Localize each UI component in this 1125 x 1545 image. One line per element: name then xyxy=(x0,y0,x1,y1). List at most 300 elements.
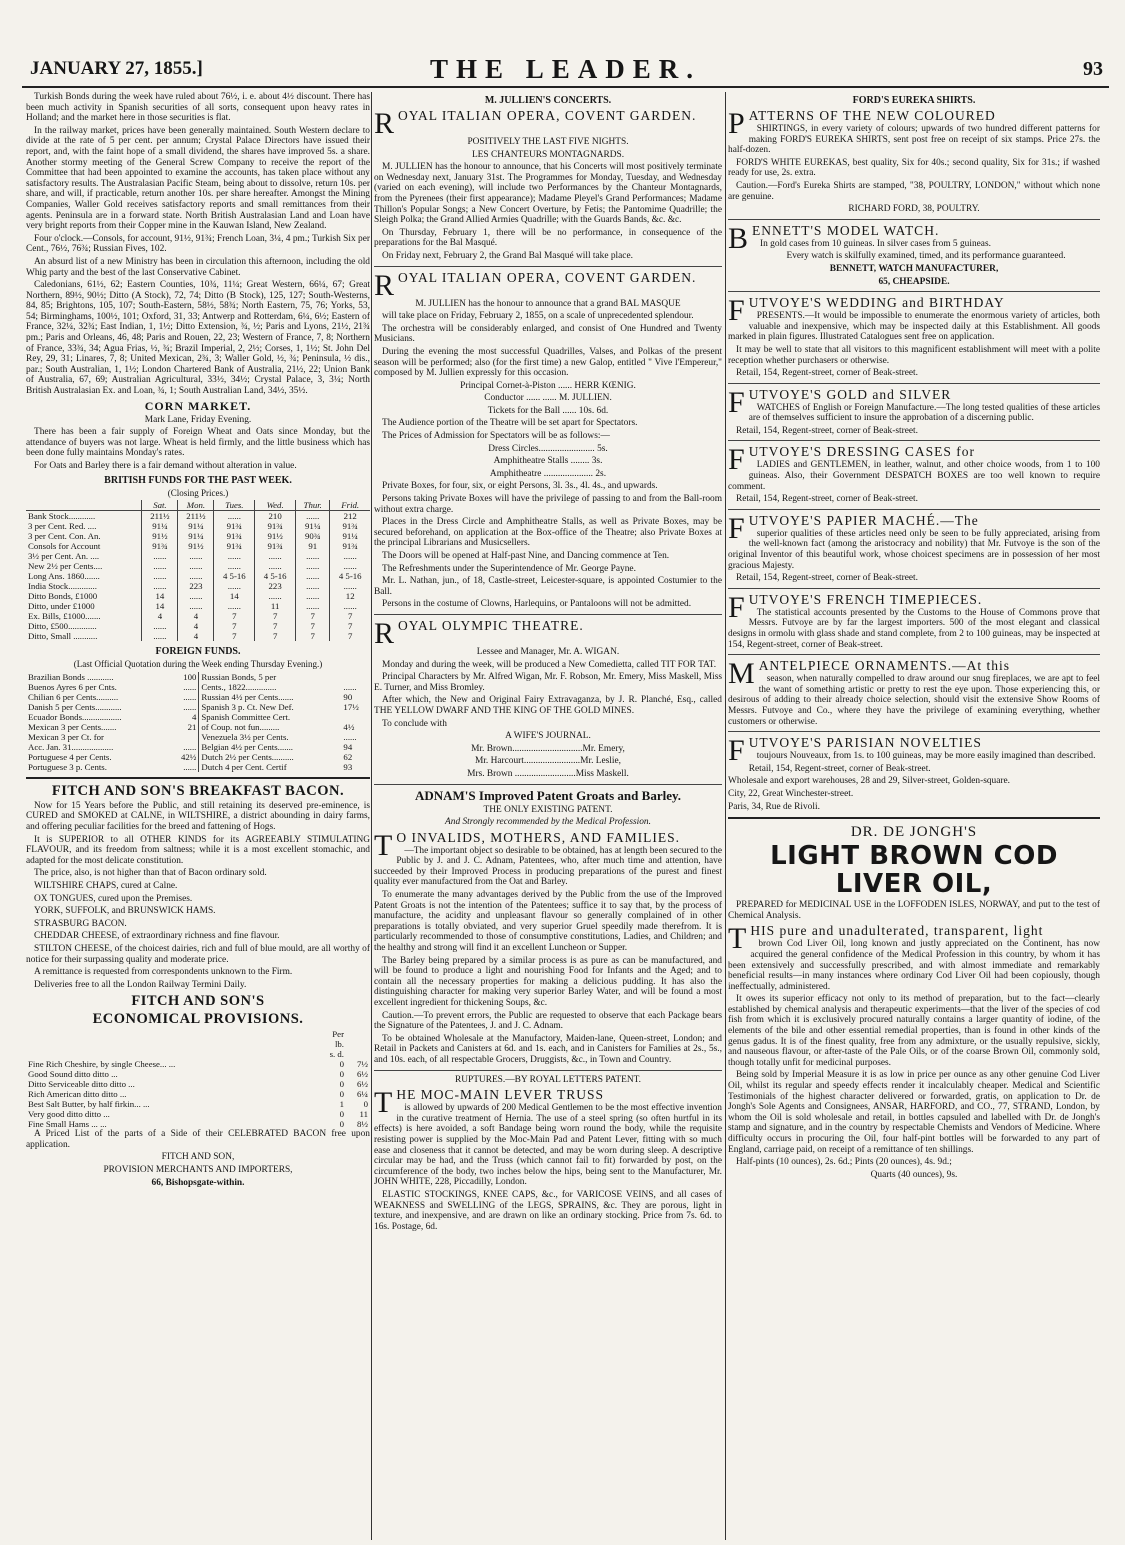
corn-market-title: CORN MARKET. xyxy=(144,398,252,413)
futvoye-address: Paris, 34, Rue de Rivoli. xyxy=(728,801,820,812)
provisions-header-cell xyxy=(346,1029,370,1049)
corn-paragraph: For Oats and Barley there is a fair demand without alteration in value. xyxy=(34,461,297,471)
futvoye-paragraph: WATCHES of English or Foreign Manufacture.—The long tested qualities of these articles are of themselves sufficient to insure the approbation of a discerning public. xyxy=(748,402,1100,424)
funds-cell: ...... xyxy=(178,561,214,571)
foreign-value: ...... xyxy=(343,731,357,742)
opera-paragraph: M. JULLIEN has the honour to announce, that his Concerts will most positively terminate on Wednesday next, January 31st. The Programmes for Monday, Tuesday, and Wednesday (varied on each evening), will include two Performances by the Chanteur Montagnards, from the Pyrenees (their first appearance); Madame Pleyel's Grand Performances; Madame Thillon's Popular Songs; a New Concert Overture, by Fetis; the Pantomime Quadrille; the Sleigh Polka; the Grand Allied Armies Quadrille; with the Guards Bands, &c. &c. xyxy=(374,162,722,226)
foreign-name: Mexican 3 per Cents....... xyxy=(28,721,117,732)
funds-cell: 4 5-16 xyxy=(214,571,255,581)
divider xyxy=(728,509,1100,510)
provisions-pence: 7½ xyxy=(357,1059,368,1070)
futvoye-paragraph: toujours Nouveaux, from 1s. to 100 guineas, may be more easily imagined than described. xyxy=(756,751,1096,762)
funds-row xyxy=(26,551,370,561)
funds-cell: ...... xyxy=(255,551,296,561)
provisions-pence: 6¼ xyxy=(357,1089,368,1100)
funds-cell: 91½ xyxy=(142,531,178,541)
money-paragraph: In the railway market, prices have been generally maintained. South Western declare to divide at the rate of 5 per cent. per annum; Crystal Palace Directors have issued their report, and, with the faint hope of a small dividend, the shares have improved 5s. a share. Another stormy meeting of the General Screw Company to receive the report of the Committee that had been appointed to examine the accounts, has taken place without any satisfactory results. The Australasian Pacific Steam, being about to dissolve, return 10s. per share, and will, if practicable, return another 10s. per share hereafter. Amongst the Mining Companies, Waller Gold receives satisfactory reports and small remittances from their agents. Peninsula are in a forward state. North British Australasian Land and Loan have very bright reports from their Copper mine in the Kauwan Island, New Zealand. xyxy=(26,125,370,232)
provisions-row xyxy=(26,1089,370,1099)
futvoye-timepieces-advert: FUTVOYE'S FRENCH TIMEPIECES. The statistical accounts presented by the Customs to the House of Commons prove that Messrs. Futvoye are by far the largest importers. 500 of the most elegant and classical designs in ormolu with glass shade and stand complete, from 2 to 100 guineas, may be inspected at 154, Regent-street, corner of Beak-street. xyxy=(728,590,1100,650)
foreign-row xyxy=(26,762,370,772)
provisions-row xyxy=(26,1109,370,1119)
mantelpiece-advert: MANTELPIECE ORNAMENTS.—At this season, when naturally compelled to draw around our snug fireplaces, we are apt to feel the want of something artistic or pretty to rest the eye upon. Those experiencing this, or desirous of adding to their already choice selection, should visit the extensive Show Rooms of Messrs. Futvoye and Co., where they have the privilege of examining everything, whether customers or otherwise. xyxy=(728,657,1100,727)
money-paragraph: Four o'clock.—Consols, for account, 91½, 91¾; French Loan, 3¼, 4 pm.; Turkish Six per Cent., 76½, 76¾; Russian Fives, 102. xyxy=(26,233,370,255)
funds-cell: 91 xyxy=(296,541,330,551)
futvoye-wedding-advert: FUTVOYE'S WEDDING and BIRTHDAY PRESENTS.—It would be impossible to enumerate the enormous variety of articles, both valuable and inexpensive, which may be inspected daily at this Establishment. All goods marked in plain figures. Illustrated Catalogues sent free on application. It may be well to state that all visitors to this magnificent establishment will meet with a polite reception whether purchasers or otherwise. Retail, 154, Regent-street, corner of Beak-street. xyxy=(728,294,1100,379)
divider xyxy=(728,731,1100,732)
foreign-value: 4½ xyxy=(343,721,355,732)
foreign-name: Dutch 2½ per Cents.......... xyxy=(201,751,294,762)
provisions-pence: 6½ xyxy=(357,1069,368,1080)
adnam-paragraph: To enumerate the many advantages derived by the Public from the use of the Improved Patent Groats is not the intention of the Patentees; suffice it to say that, by the process of manufacture, the acidity and unpleasant flavour so generally complained of in other preparations is totally obviated, and very superior Gruel speedily made therefrom. It is particularly recommended to those of consumptive constitutions, Ladies, and Children; and the healthy and strong will find it an excellent Luncheon or Supper. xyxy=(374,890,722,954)
provisions-shillings: 1 xyxy=(339,1099,344,1110)
fitch-item: A remittance is requested from correspondents unknown to the Firm. xyxy=(34,967,293,978)
funds-cell: 210 xyxy=(255,511,296,522)
funds-cell: 91¾ xyxy=(330,541,370,551)
funds-cell: 91¼ xyxy=(330,531,370,541)
opera-subheading: LES CHANTEURS MONTAGNARDS. xyxy=(471,149,625,160)
adnam-paragraph: To be obtained Wholesale at the Manufactory, Maiden-lane, Queen-street, London; and Retail in Packets and Canisters at 6d. and 1s. each, and in Canisters for Families at 2s., 5s., and 10s. each, of all respectable Grocers, Druggists, &c., in Town and Country. xyxy=(374,1033,722,1065)
fitch-item: STILTON CHEESE, of the choicest dairies, rich and full of blue mould, are all worthy of notice for their surpassing quality and moderate price. xyxy=(26,943,370,965)
futvoye-address: Wholesale and export warehouses, 28 and 29, Silver-street, Golden-square. xyxy=(728,776,1011,787)
funds-cell: 91¼ xyxy=(142,521,178,531)
provisions-item: Good Sound ditto ditto ... xyxy=(28,1069,118,1080)
funds-cell: 7 xyxy=(296,611,330,621)
divider xyxy=(728,588,1100,589)
futvoye-paragraph: superior qualities of these articles need only be seen to be fully appreciated, arising from the well-known fact (among the aristocracy and nobility) that Mr. Futvoye is the son of the original Inventor of this beautiful work, whose choicest specimens are in possession of her most gracious Majesty. xyxy=(728,528,1100,571)
funds-cell: 91½ xyxy=(255,531,296,541)
opera-paragraph: Persons in the costume of Clowns, Harlequins, or Pantaloons will not be admitted. xyxy=(382,599,692,610)
funds-cell: 91¼ xyxy=(296,521,330,531)
foreign-row xyxy=(26,692,370,702)
foreign-name: Russian Bonds, 5 per xyxy=(201,671,277,682)
foreign-value: ...... xyxy=(170,742,199,752)
bennett-signature: 65, CHEAPSIDE. xyxy=(878,276,950,287)
funds-cell: Long Ans. 1860....... xyxy=(28,571,100,582)
funds-cell: ...... xyxy=(142,621,178,631)
provisions-item: Rich American ditto ditto ... xyxy=(28,1089,127,1100)
foreign-row xyxy=(26,742,370,752)
futvoye-address: Retail, 154, Regent-street, corner of Beak-street. xyxy=(736,425,918,436)
funds-subtitle: (Closing Prices.) xyxy=(167,487,229,498)
funds-cell: 12 xyxy=(330,591,370,601)
futvoye-papier-advert: FUTVOYE'S PAPIER MACHÉ.—The superior qualities of these articles need only be seen to be fully appreciated, arising from the well-known fact (among the aristocracy and nobility) that Mr. Futvoye is the son of the original Inventor of this beautiful work, whose choicest specimens are in possession of her most gracious Majesty. Retail, 154, Regent-street, corner of Beak-street. xyxy=(728,511,1100,584)
mantelpiece-heading: ANTELPIECE ORNAMENTS.—At this xyxy=(758,658,1011,674)
foreign-name: Danish 5 per Cents............ xyxy=(28,701,122,712)
funds-cell: ...... xyxy=(178,601,214,611)
de-jongh-paragraph: PREPARED for MEDICINAL USE in the LOFFODEN ISLES, NORWAY, and put to the test of Chemical Analysis. xyxy=(728,900,1100,921)
ford-paragraph: FORD'S WHITE EUREKAS, best quality, Six for 40s.; second quality, Six for 31s.; if washed ready for use, 2s. extra. xyxy=(728,157,1100,179)
funds-cell: ...... xyxy=(255,561,296,571)
funds-cell: ...... xyxy=(214,551,255,561)
funds-cell: 91¾ xyxy=(330,521,370,531)
funds-cell: ...... xyxy=(178,571,214,581)
funds-cell: 7 xyxy=(296,621,330,631)
fitch-item: WILTSHIRE CHAPS, cured at Calne. xyxy=(34,880,178,891)
olympic-paragraph: Principal Characters by Mr. Alfred Wigan, Mr. F. Robson, Mr. Emery, Miss Maskell, Miss E. Turner, and Miss Bromley. xyxy=(374,672,722,693)
funds-cell: 91¾ xyxy=(255,521,296,531)
foreign-row xyxy=(26,682,370,692)
provisions-item: Ditto Serviceable ditto ditto ... xyxy=(28,1079,135,1090)
provisions-note: A Priced List of the parts of a Side of their CELEBRATED BACON free upon application. xyxy=(26,1129,370,1150)
column-3 xyxy=(728,92,1100,1540)
column-2 xyxy=(374,92,722,1540)
opera-credit-line: Principal Cornet-à-Piston ...... HERR KŒNIG. xyxy=(460,380,636,391)
foreign-value: 21 xyxy=(170,722,199,732)
divider xyxy=(728,817,1100,819)
funds-cell: Bank Stock............ xyxy=(28,511,96,522)
futvoye-heading: UTVOYE'S GOLD and SILVER xyxy=(748,386,952,402)
british-funds-table xyxy=(26,500,370,641)
divider xyxy=(26,777,370,779)
foreign-value: 62 xyxy=(343,751,353,762)
bennett-advert: BENNETT'S MODEL WATCH. In gold cases from 10 guineas. In silver cases from 5 guineas. Every watch is skilfully examined, timed, and its performance guaranteed. BENNETT, WATCH MANUFACTURER, 65, CHEAPSIDE. xyxy=(728,224,1100,287)
adnam-subtitle: THE ONLY EXISTING PATENT. xyxy=(483,804,613,815)
fitch-bacon-title: FITCH AND SON'S BREAKFAST BACON. xyxy=(51,782,345,799)
funds-cell: 7 xyxy=(255,611,296,621)
funds-header-cell: Sat. xyxy=(142,500,178,511)
truss-paragraph: is allowed by upwards of 200 Medical Gentlemen to be the most effective invention in the curative treatment of Hernia. The use of a steel spring (so often hurtful in its effects) is here avoided, a soft Bandage being worn round the body, while the requisite resisting power is supplied by the Moc-Main Pad and Patent Lever, fitting with so much ease and closeness that it cannot be detected, and may be worn during sleep. A descriptive circular may be had, and the Truss (which cannot fail to fit) forwarded by post, on the circumference of the body, two inches below the hips, being sent to the Manufacturer, Mr. JOHN WHITE, 228, Piccadilly, London. xyxy=(374,1103,722,1188)
foreign-value xyxy=(170,732,199,742)
foreign-name: Russian 4½ per Cents....... xyxy=(201,691,294,702)
ford-signature: RICHARD FORD, 38, POULTRY. xyxy=(848,204,980,215)
provisions-title: FITCH AND SON'S xyxy=(131,993,265,1010)
foreign-funds-subtitle: (Last Official Quotation during the Week ending Thursday Evening.) xyxy=(73,659,323,670)
provisions-shillings: 0 xyxy=(339,1089,344,1100)
provisions-table xyxy=(26,1029,370,1129)
foreign-row xyxy=(26,722,370,732)
paper-title: THE LEADER. xyxy=(429,54,702,84)
funds-row xyxy=(26,521,370,531)
ford-advert: PATTERNS OF THE NEW COLOURED SHIRTINGS, in every variety of colours; upwards of two hundred different patterns for making FORD'S EUREKA SHIRTS, sent post free on receipt of six stamps. Price 27s. the half-dozen. FORD'S WHITE EUREKAS, best quality, Six for 40s.; second quality, Six for 31s.; if washed ready for use, 2s. extra. Caution.—Ford's Eureka Shirts are stamped, "38, POULTRY, LONDON," without which none are genuine. RICHARD FORD, 38, POULTRY. xyxy=(728,107,1100,215)
opera-advert: ROYAL ITALIAN OPERA, COVENT GARDEN. POSITIVELY THE LAST FIVE NIGHTS. LES CHANTEURS MONTAGNARDS. M. JULLIEN has the honour to announce, that his Concerts will most positively terminate on Wednesday next, January 31st. The Programmes for Monday, Tuesday, and Wednesday (varied on each evening), will include two Performances by the Chanteur Montagnards, from the Pyrenees (their first appearance); Madame Pleyel's Grand Performances; Madame Thillon's Popular Songs; a New Concert Overture, by Fetis; the Pantomime Quadrille; the Sleigh Polka; the Grand Allied Armies Quadrille; with the Guards Bands, &c. &c. On Thursday, February 1, there will be no performance, in consequence of the preparations for the Bal Masqué. On Friday next, February 2, the Grand Bal Masqué will take place. xyxy=(374,107,722,261)
mantelpiece-paragraph: season, when naturally compelled to draw around our snug fireplaces, we are apt to feel the want of something artistic or pretty to rest the eye upon. Those experiencing this, or desirous of adding to their already choice selection, should visit the extensive Show Rooms of Messrs. Futvoye and Co., where they have the privilege of examining everything, whether customers or otherwise. xyxy=(728,674,1100,727)
foreign-value: 4 xyxy=(170,712,199,722)
foreign-name: Chilian 6 per Cents.......... xyxy=(28,691,119,702)
funds-cell: ...... xyxy=(214,561,255,571)
foreign-name: Venezuela 3½ per Cents. xyxy=(201,731,289,742)
ford-paragraph: SHIRTINGS, in every variety of colours; upwards of two hundred different patterns for making FORD'S EUREKA SHIRTS, sent post free on receipt of six stamps. Price 27s. the half-dozen. xyxy=(728,124,1100,156)
futvoye-heading: UTVOYE'S DRESSING CASES for xyxy=(748,444,976,460)
funds-cell: ...... xyxy=(296,591,330,601)
divider xyxy=(728,654,1100,655)
funds-cell: 14 xyxy=(142,601,178,611)
de-jongh-paragraph: brown Cod Liver Oil, long known and justly appreciated on the Continent, has now acquired the general confidence of the Medical Profession in this country, by whom it has been extensively and successfully prescribed, and with almost immediate and remarkably beneficial results—in many instances where ordinary Cod Liver Oil had been copiously, though ineffectually, administered. xyxy=(728,939,1100,992)
futvoye-paragraph: It may be well to state that all visitors to this magnificent establishment will meet with a polite reception whether purchasers or otherwise. xyxy=(728,344,1100,366)
opera-paragraph: Mr. L. Nathan, jun., of 18, Castle-street, Leicester-square, is appointed Costumier to the Ball. xyxy=(374,576,722,597)
funds-cell: ...... xyxy=(178,591,214,601)
foreign-name: Portuguese 3 p. Cents. xyxy=(28,761,107,772)
funds-cell: Ditto, Small ........... xyxy=(28,631,98,642)
futvoye-heading: UTVOYE'S FRENCH TIMEPIECES. xyxy=(748,591,983,607)
funds-cell: 212 xyxy=(330,511,370,522)
truss-heading: HE MOC-MAIN LEVER TRUSS xyxy=(396,1087,604,1103)
funds-cell: ...... xyxy=(255,591,296,601)
funds-cell: 91¾ xyxy=(214,521,255,531)
adnam-heading: O INVALIDS, MOTHERS, AND FAMILIES. xyxy=(396,829,680,845)
opera-subheading: POSITIVELY THE LAST FIVE NIGHTS. xyxy=(467,137,629,147)
funds-header-cell: Mon. xyxy=(178,500,214,511)
provisions-row xyxy=(26,1099,370,1109)
provisions-signature: FITCH AND SON, xyxy=(161,1152,235,1163)
de-jongh-headline: LIGHT BROWN COD LIVER OIL, xyxy=(770,841,1058,900)
opera-paragraph: On Thursday, February 1, there will be no performance, in consequence of the preparations for the Bal Masqué. xyxy=(374,227,722,249)
adnam-paragraph: —The important object so desirable to be obtained, has at length been secured to the Public by J. and J. C. Adnam, Patentees, who, after much time and attention, have succeeded by their Improved Process in producing preparations of the purest and finest quality ever manufactured from the Oat and Barley. xyxy=(374,845,722,888)
funds-cell: Ditto, under £1000 xyxy=(28,601,95,612)
provisions-title: ECONOMICAL PROVISIONS. xyxy=(92,1011,304,1028)
funds-cell: ...... xyxy=(330,601,370,611)
corn-paragraph: There has been a fair supply of Foreign Wheat and Oats since Monday, but the attendance of buyers was not large. Wheat is held firmly, and the little business which has been done fully maintains Monday's rates. xyxy=(26,427,370,459)
funds-row xyxy=(26,611,370,621)
masthead xyxy=(22,56,1109,88)
truss-paragraph: ELASTIC STOCKINGS, KNEE CAPS, &c., for VARICOSE VEINS, and all cases of WEAKNESS and SWELLING of the LEGS, SPRAINS, &c. They are porous, light in texture, and inexpensive, and are drawn on like an ordinary stocking. Price from 7s. 6d. to 16s. Postage, 6d. xyxy=(374,1189,722,1232)
funds-cell: ...... xyxy=(178,551,214,561)
funds-cell: ...... xyxy=(296,561,330,571)
foreign-name: Acc. Jan. 31................... xyxy=(28,741,114,752)
opera-heading: OYAL ITALIAN OPERA, COVENT GARDEN. xyxy=(398,108,697,123)
foreign-value: 94 xyxy=(343,741,353,752)
foreign-value: 93 xyxy=(343,761,353,772)
provisions-item: Best Salt Butter, by half firkin... ... xyxy=(28,1099,150,1110)
provisions-pence: 0 xyxy=(363,1099,368,1110)
ford-title: FORD'S EUREKA SHIRTS. xyxy=(852,95,976,106)
funds-cell: 7 xyxy=(330,611,370,621)
funds-row xyxy=(26,571,370,581)
provisions-header xyxy=(26,1029,370,1049)
funds-header-cell: Tues. xyxy=(214,500,255,511)
funds-cell: 4 xyxy=(178,631,214,641)
adnam-title: ADNAM'S Improved Patent Groats and Barley. xyxy=(414,787,682,803)
money-paragraph: Caledonians, 61½, 62; Eastern Counties, 10¾, 11¼; Great Western, 66¼, 67; Great Northern, 89½, 90½; Ditto (A Stock), 72, 74; Ditto (B Stock), 125, 127; South-Westerns, 84, 85; Brightons, 105, 107; South-Eastern, 58½, 58¾; North Eastern, 75, 76; Yorks, 53, 54; Birminghams, 100½, 101; Oxford, 31, 33; Antwerp and Rotterdam, 6¼, 6½; Eastern of France, 32¼, 32¾; East Indian, 1, 1½; Ditto Extension, ¾, ½; Paris and Lyons, 21½, 21¾ pm.; Paris and Orleans, 46, 48; Paris and Rouen, 22, 23; Western of France, 7, 8; Northern of France, 33¾, 34; Agua Frias, ½, ¾; Brazil Imperial, 2, 2½; Corses, 1, 1½; St. John Del Rey, 29, 31; Linares, 7, 8; United Mexican, 2¾, 3; Waller Gold, ½, ¾; Peninsula, ½ dis., par.; South Australian, 1, 1½; London Chartered Bank of Australia, 21½, 22; Union Bank of Australia, 67, 69; Australian Agricultural, 33½, 34½; Crystal Palace, 3, 3¼; North British Australasian Ex. and Loan, ¾, 1; South Australian Land, 34½, 35½. xyxy=(26,280,370,397)
de-jongh-prices: Quarts (40 ounces), 9s. xyxy=(870,1169,958,1180)
divider xyxy=(728,219,1100,220)
opera-paragraph: On Friday next, February 2, the Grand Bal Masqué will take place. xyxy=(382,250,633,261)
foreign-value xyxy=(341,712,370,722)
truss-advert: RUPTURES.—BY ROYAL LETTERS PATENT. THE MOC-MAIN LEVER TRUSS is allowed by upwards of 200 Medical Gentlemen to be the most effective invention in the curative treatment of Hernia. The use of a steel spring (so often hurtful in its effects) is here avoided, a soft Bandage being worn round the body, while the requisite resisting power is supplied by the Moc-Main Pad and Patent Lever, fitting with so much ease and closeness that it cannot be detected, and may be worn during sleep. A descriptive circular may be had, and the Truss (which cannot fail to fit) forwarded by post, on the circumference of the body, two inches below the hips, being sent to the Manufacturer, Mr. JOHN WHITE, 228, Piccadilly, London. ELASTIC STOCKINGS, KNEE CAPS, &c., for VARICOSE VEINS, and all cases of WEAKNESS and SWELLING of the LEGS, SPRAINS, &c. They are porous, light in texture, and inexpensive, and are drawn on like an ordinary stocking. Price from 7s. 6d. to 16s. Postage, 6d. xyxy=(374,1074,722,1232)
funds-cell: Ditto, £500............. xyxy=(28,621,97,632)
futvoye-heading: UTVOYE'S PAPIER MACHÉ.—The xyxy=(748,512,979,528)
funds-cell: 91¼ xyxy=(178,521,214,531)
truss-subtitle: RUPTURES.—BY ROYAL LETTERS PATENT. xyxy=(454,1074,642,1085)
funds-cell: 223 xyxy=(255,581,296,591)
provisions-item: Fine Rich Cheshire, by single Cheese... ... xyxy=(28,1059,176,1070)
opera-price-line: Amphitheatre Stalls ........ 3s. xyxy=(493,456,603,467)
provisions-address: 66, Bishopsgate-within. xyxy=(151,1177,245,1188)
funds-cell: 14 xyxy=(214,591,255,601)
provisions-row xyxy=(26,1119,370,1129)
funds-cell: 4 xyxy=(142,611,178,621)
funds-row xyxy=(26,581,370,591)
foreign-value: ...... xyxy=(170,762,199,772)
provisions-header-cell xyxy=(26,1049,322,1059)
foreign-value xyxy=(341,672,370,682)
opera-paragraph: The orchestra will be considerably enlarged, and consist of One Hundred and Twenty Musicians. xyxy=(374,323,722,345)
funds-cell: Ex. Bills, £1000....... xyxy=(28,611,101,622)
opera-paragraph: The Audience portion of the Theatre will be set apart for Spectators. xyxy=(382,418,638,429)
olympic-advert: ROYAL OLYMPIC THEATRE. Lessee and Manager, Mr. A. WIGAN. Monday and during the week, will be produced a New Comedietta, called TIT FOR TAT. Principal Characters by Mr. Alfred Wigan, Mr. F. Robson, Mr. Emery, Miss Maskell, Miss E. Turner, and Miss Bromley. After which, the New and Original Fairy Extravaganza, by J. R. Planché, Esq., called THE YELLOW DWARF AND THE KING OF THE GOLD MINES. To conclude with A WIFE'S JOURNAL. Mr. Brown..............................Mr. Emery, Mr. Harcourt........................Mr. Leslie, Mrs. Brown ..........................Miss Maskell. xyxy=(374,616,722,779)
olympic-lessee: Lessee and Manager, Mr. A. WIGAN. xyxy=(476,646,620,657)
funds-cell: ...... xyxy=(142,561,178,571)
provisions-header-cell: s. d. xyxy=(329,1049,344,1060)
opera-credit-line: Tickets for the Ball ...... 10s. 6d. xyxy=(487,405,609,416)
provisions-pence: 6½ xyxy=(357,1079,368,1090)
foreign-name: of Coup. not fun......... xyxy=(201,721,280,732)
funds-cell: 91¾ xyxy=(142,541,178,551)
opera-paragraph: Places in the Dress Circle and Amphitheatre Stalls, as well as Private Boxes, may be secured beforehand, on application at the Box-office of the Theatre; also Private Boxes at the principal Librarians and Musicsellers. xyxy=(374,517,722,549)
foreign-name: Spanish 3 p. Ct. New Def. xyxy=(201,701,294,712)
opera-price-line: Dress Circles........................ 5s. xyxy=(488,443,608,454)
funds-cell: ...... xyxy=(330,551,370,561)
funds-cell: 91¾ xyxy=(255,541,296,551)
corn-dateline: Mark Lane, Friday Evening. xyxy=(144,414,252,425)
de-jongh-heading: HIS pure and unadulterated, transparent, light xyxy=(750,923,1044,939)
provisions-pence: 8½ xyxy=(357,1119,368,1130)
divider xyxy=(728,383,1100,384)
foreign-funds-table xyxy=(26,672,370,772)
olympic-paragraph: To conclude with xyxy=(382,718,447,729)
provisions-shillings: 0 xyxy=(339,1079,344,1090)
opera-paragraph: Private Boxes, for four, six, or eight Persons, 3l. 3s., 4l. 4s., and upwards. xyxy=(382,481,658,492)
divider xyxy=(728,291,1100,292)
funds-cell: ...... xyxy=(296,571,330,581)
opera-paragraph: The Refreshments under the Superintendence of Mr. George Payne. xyxy=(382,563,636,574)
olympic-heading: OYAL OLYMPIC THEATRE. xyxy=(398,617,584,633)
provisions-row xyxy=(26,1079,370,1089)
provisions-header-cell xyxy=(26,1029,322,1049)
funds-cell: 211½ xyxy=(178,511,214,522)
divider xyxy=(728,440,1100,441)
de-jongh-advert: DR. DE JONGH'S LIGHT BROWN COD LIVER OIL, PREPARED for MEDICINAL USE in the LOFFODEN ISLES, NORWAY, and put to the test of Chemical Analysis. THIS pure and unadulterated, transparent, light brown Cod Liver Oil, long known and justly appreciated on the Continent, has now acquired the general confidence of the Medical Profession in this country, by whom it has been extensively and successfully prescribed, and with almost immediate and remarkably beneficial results—in many instances where ordinary Cod Liver Oil had been copiously, though ineffectually, administered. It owes its superior efficacy not only to its method of preparation, but to the fact—clearly established by chemical analysis and therapeutic experiments—that the liver of the species of cod fish from which it is exclusively procured naturally contains a larger quantity of iodine, of the elements of the bile and other essential remedial properties, than is found in other kinds of the genus gadus. It is of the finest quality, free from any admixture, or the usually repulsive, sickly, and nauseous flavour, or after-taste of the Pale Oils, or of the coarse Brown Oil, commonly sold, though totally unfit for medicinal purposes. Being sold by Imperial Measure it is as low in price per ounce as any other genuine Cod Liver Oil, whilst its regular and speedy effects render it incalculably cheaper. Medical and Scientific Testimonials of the highest character delivered or forwarded, gratis, on application to Dr. de Jongh's Sole Agents and Consignees, ANSAR, HARFORD, and CO., 77, STRAND, London, by whom the Oil is sold wholesale and retail, in bottles capsuled and labelled with Dr. de Jongh's stamp and signature, and in the country by respectable Chemists and Vendors of Medicine. Where difficulty occurs in procuring the Oil, four half-pint bottles will be forwarded to any part of England, carriage paid, on receipt of a remittance of ten shillings. Half-pints (10 ounces), 2s. 6d.; Pints (20 ounces), 4s. 9d.; Quarts (40 ounces), 9s. xyxy=(728,824,1100,1180)
funds-cell: New 2½ per Cents.... xyxy=(28,561,103,572)
opera-paragraph: The Doors will be opened at Half-past Nine, and Dancing commence at Ten. xyxy=(382,551,670,561)
ford-paragraph: Caution.—Ford's Eureka Shirts are stamped, "38, POULTRY, LONDON," without which none are genuine. xyxy=(728,180,1100,202)
fitch-item: STRASBURG BACON. xyxy=(34,918,127,929)
opera-credit-line: Conductor ...... ...... M. JULLIEN. xyxy=(484,393,612,404)
fitch-items xyxy=(26,881,370,990)
olympic-paragraph: Monday and during the week, will be produced a New Comedietta, called TIT FOR TAT. xyxy=(382,659,717,670)
fitch-item: CHEDDAR CHEESE, of extraordinary richness and fine flavour. xyxy=(34,931,280,942)
funds-cell: ...... xyxy=(296,601,330,611)
divider xyxy=(374,784,722,785)
provisions-shillings: 0 xyxy=(339,1119,344,1130)
de-jongh-title: DR. DE JONGH'S xyxy=(850,824,978,841)
adnam-subtitle: And Strongly recommended by the Medical Profession. xyxy=(445,817,651,828)
column-1 xyxy=(26,92,370,1540)
provisions-shillings: 0 xyxy=(339,1069,344,1080)
page-number: 93 xyxy=(1083,58,1103,80)
bal-masque-advert: ROYAL ITALIAN OPERA, COVENT GARDEN. M. JULLIEN has the honour to announce that a grand BAL MASQUE will take place on Friday, February 2, 1855, on a scale of unprecedented splendour. The orchestra will be considerably enlarged, and consist of One Hundred and Twenty Musicians. During the evening the most successful Quadrilles, Valses, and Polkas of the present season will be performed; also (for the first time) a new Galop, entitled " Vive l'Empereur," composed by M. Jullien expressly for this occasion. Principal Cornet-à-Piston ...... HERR KŒNIG. Conductor ...... ...... M. JULLIEN. Tickets for the Ball ...... 10s. 6d. The Audience portion of the Theatre will be set apart for Spectators. The Prices of Admission for Spectators will be as follows:— Dress Circles........................ 5s. Amphitheatre Stalls ........ 3s. Amphitheatre ..................... 2s. Private Boxes, for four, six, or eight Persons, 3l. 3s., 4l. 4s., and upwards. Persons taking Private Boxes will have the privilege of passing to and from the Ball-room without extra charge. Places in the Dress Circle and Amphitheatre Stalls, as well as Private Boxes, may be secured beforehand, on application at the Box-office of the Theatre; also Private Boxes at the principal Librarians and Musicsellers. The Doors will be opened at Half-past Nine, and Dancing commence at Ten. The Refreshments under the Superintendence of Mr. George Payne. Mr. L. Nathan, jun., of 18, Castle-street, Leicester-square, is appointed Costumier to the Ball. Persons in the costume of Clowns, Harlequins, or Pantaloons will not be admitted. xyxy=(374,268,722,610)
futvoye-address: Retail, 154, Regent-street, corner of Beak-street. xyxy=(736,573,918,584)
foreign-value: ...... xyxy=(343,681,357,692)
foreign-row xyxy=(26,712,370,722)
fitch-paragraph: Now for 15 Years before the Public, and still retaining its deserved pre-eminence, is CURED and SMOKED at CALNE, in WILTSHIRE, a district abounding in dairy farms, and offering peculiar facilities for the breed and fattening of Hogs. xyxy=(26,800,370,832)
funds-cell: 7 xyxy=(330,631,370,641)
money-paragraph: An absurd list of a new Ministry has been in circulation this afternoon, including the old Whig party and the best of the last Conservative Cabinet. xyxy=(26,256,370,278)
foreign-name: Mexican 3 per Ct. for xyxy=(28,731,104,742)
funds-row xyxy=(26,541,370,551)
futvoye-paragraph: LADIES and GENTLEMEN, in leather, walnut, and other choice woods, from 1 to 100 guineas. Also, their Government DESPATCH BOXES are too well known to require comment. xyxy=(728,460,1100,492)
opera-paragraph: During the evening the most successful Quadrilles, Valses, and Polkas of the present season will be performed; also (for the first time) a new Galop, entitled " Vive l'Empereur," composed by M. Jullien expressly for this occasion. xyxy=(374,346,722,379)
funds-cell: ...... xyxy=(214,601,255,611)
futvoye-heading: UTVOYE'S WEDDING and BIRTHDAY xyxy=(748,295,1005,311)
funds-cell: 91¾ xyxy=(214,531,255,541)
funds-cell: 91¾ xyxy=(214,541,255,551)
provisions-header xyxy=(26,1049,370,1059)
futvoye-dressing-advert: FUTVOYE'S DRESSING CASES for LADIES and GENTLEMEN, in leather, walnut, and other choice woods, from 1 to 100 guineas. Also, their Government DESPATCH BOXES are too well known to require comment. Retail, 154, Regent-street, corner of Beak-street. xyxy=(728,443,1100,505)
funds-cell: ...... xyxy=(142,571,178,581)
money-paragraph: Turkish Bonds during the week have ruled about 76½, i. e. about 4½ discount. There has been much activity in Spanish securities of all sorts, consequent upon heavy rates in Holland; and the market here in those securities is flat. xyxy=(26,92,370,124)
foreign-value: ...... xyxy=(170,682,199,692)
funds-cell: 7 xyxy=(214,631,255,641)
funds-cell: 3 per Cent. Red. .... xyxy=(28,521,97,532)
fitch-paragraph: The price, also, is not higher than that of Bacon ordinary sold. xyxy=(34,868,267,879)
funds-cell: 7 xyxy=(255,621,296,631)
funds-cell: 7 xyxy=(296,631,330,641)
opera-heading: OYAL ITALIAN OPERA, COVENT GARDEN. xyxy=(398,269,697,285)
funds-cell: 4 5-16 xyxy=(330,571,370,581)
funds-cell: ...... xyxy=(142,631,178,641)
de-jongh-prices: Half-pints (10 ounces), 2s. 6d.; Pints (20 ounces), 4s. 9d.; xyxy=(736,1157,952,1168)
fitch-paragraph: It is SUPERIOR to all OTHER KINDS for its AGREEABLY STIMULATING FLAVOUR, and its freedom from saltness; while it is a most excellent stomachic, and adapted for the most delicate constitution. xyxy=(26,834,370,866)
column-rule xyxy=(725,92,726,1540)
provisions-row xyxy=(26,1059,370,1069)
jullien-title: M. JULLIEN'S CONCERTS. xyxy=(484,95,612,106)
funds-header-cell: Wed. xyxy=(255,500,296,511)
olympic-paragraph: After which, the New and Original Fairy Extravaganza, by J. R. Planché, Esq., called THE YELLOW DWARF AND THE KING OF THE GOLD MINES. xyxy=(374,695,722,716)
provisions-signature: PROVISION MERCHANTS AND IMPORTERS, xyxy=(103,1165,293,1176)
adnam-paragraph: Caution.—To prevent errors, the Public are requested to observe that each Package bears the Signature of the Patentees, J. and J. C. Adnam. xyxy=(374,1010,722,1032)
olympic-cast xyxy=(374,744,722,780)
futvoye-heading: UTVOYE'S PARISIAN NOVELTIES xyxy=(748,735,982,751)
foreign-value: 100 xyxy=(170,672,199,682)
funds-row xyxy=(26,531,370,541)
funds-cell: 223 xyxy=(178,581,214,591)
provisions-item: Very good ditto ditto ... xyxy=(28,1109,110,1120)
provisions-shillings: 0 xyxy=(339,1059,344,1070)
funds-cell: 90¾ xyxy=(296,531,330,541)
funds-cell: ...... xyxy=(330,561,370,571)
funds-header-cell: Thur. xyxy=(296,500,330,511)
opera-prices xyxy=(374,444,722,480)
funds-cell: 4 xyxy=(178,611,214,621)
funds-cell: 3½ per Cent. An. .... xyxy=(28,551,100,562)
bennett-heading: ENNETT'S MODEL WATCH. xyxy=(752,222,940,238)
funds-cell: ...... xyxy=(296,581,330,591)
foreign-name: Dutch 4 per Cent. Certif xyxy=(201,761,287,772)
divider xyxy=(374,266,722,267)
funds-cell: 14 xyxy=(142,591,178,601)
funds-cell: 7 xyxy=(255,631,296,641)
adnam-paragraph: The Barley being prepared by a similar process is as pure as can be manufactured, and will be found to produce a light and nourishing Food for Infants and the Aged; and to contain all the necessary properties for making a delicious pudding. It has also the distinguishing character for making very superior Barley Water, and will be found a most excellent ingredient for thickening Soups, &c. xyxy=(374,955,722,1008)
funds-row xyxy=(26,511,370,522)
provisions-row xyxy=(26,1069,370,1079)
de-jongh-paragraph: It owes its superior efficacy not only to its method of preparation, but to the fact—clearly established by chemical analysis and therapeutic experiments—that the liver of the species of cod fish from which it is exclusively procured naturally contains a larger quantity of iodine, of the elements of the bile and other essential remedial properties, than is found in other kinds of the genus gadus. It is of the finest quality, free from any admixture, or the usually repulsive, sickly, and nauseous flavour, or after-taste of the Pale Oils, or of the coarse Brown Oil, commonly sold, though totally unfit for medicinal purposes. xyxy=(728,994,1100,1068)
fitch-item: Deliveries free to all the London Railway Termini Daily. xyxy=(34,979,247,990)
futvoye-paragraph: The statistical accounts presented by the Customs to the House of Commons prove that Messrs. Futvoye are by far the largest importers. 500 of the most elegant and classical designs in ormolu with glass shade and stand complete, from 2 to 100 guineas, may be inspected at 154, Regent-street, corner of Beak-street. xyxy=(728,607,1100,650)
bennett-paragraph: Every watch is skilfully examined, timed, and its performance guaranteed. xyxy=(786,251,1066,262)
futvoye-address: Retail, 154, Regent-street, corner of Beak-street. xyxy=(748,763,931,774)
funds-cell: ...... xyxy=(214,511,255,522)
foreign-row xyxy=(26,752,370,762)
foreign-name: Belgian 4½ per Cents....... xyxy=(201,741,294,752)
opera-price-line: Amphitheatre ..................... 2s. xyxy=(489,468,607,479)
funds-cell: 4 xyxy=(178,621,214,631)
foreign-value: 90 xyxy=(343,691,353,702)
olympic-paragraph: A WIFE'S JOURNAL. xyxy=(505,731,591,742)
futvoye-address: Retail, 154, Regent-street, corner of Beak-street. xyxy=(736,494,918,505)
funds-cell: ...... xyxy=(330,581,370,591)
provisions-pence: 11 xyxy=(359,1109,368,1120)
funds-cell: ...... xyxy=(296,511,330,522)
